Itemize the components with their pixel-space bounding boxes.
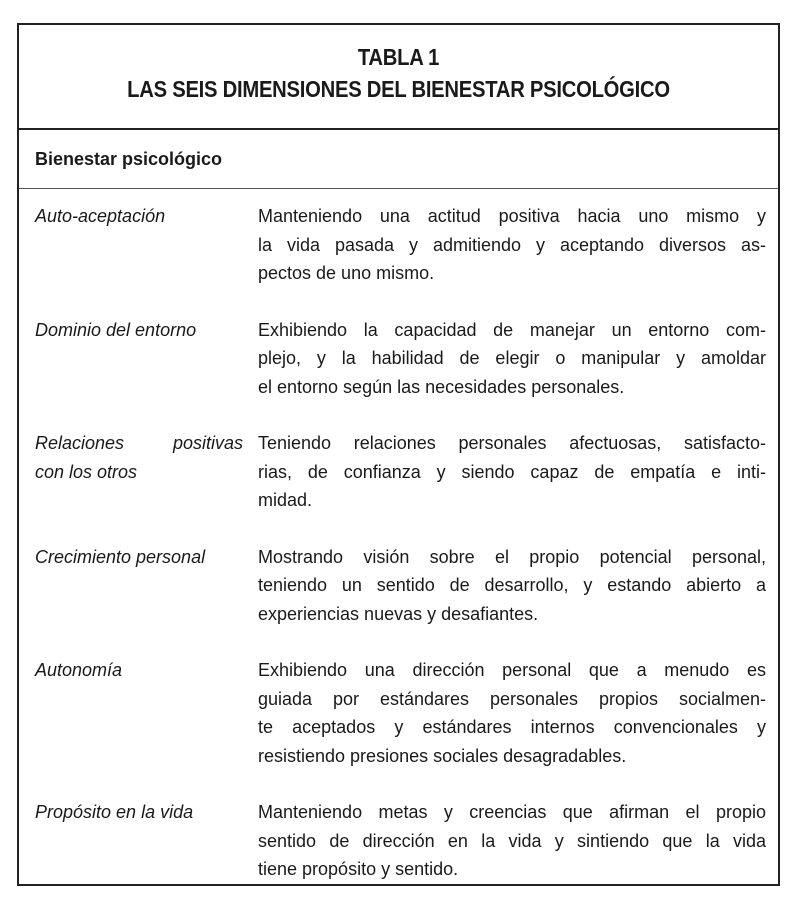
dimension-description	[258, 429, 766, 515]
dimension-label-line: Propósito en la vida	[35, 802, 194, 822]
dimension-description-line: Manteniendo metas y creencias que afirman el propio	[258, 802, 766, 822]
dimension-description-line: teniendo un sentido de desarrollo, y estando abierto a	[258, 575, 766, 595]
dimension-label	[19, 316, 243, 402]
table-heading: LAS SEIS DIMENSIONES DEL BIENESTAR PSICOLÓGICO	[127, 76, 670, 102]
dimension-label	[19, 656, 243, 770]
dimension-label-line: Crecimiento personal	[35, 546, 206, 567]
dimension-label-line: Relaciones positivas	[35, 433, 243, 453]
dimension-description-line: te aceptados y estándares internos convencionales y	[258, 717, 766, 737]
table-row	[19, 316, 778, 430]
dimension-description-line: plejo, y la habilidad de elegir o manipular y amoldar	[258, 348, 766, 368]
dimension-description	[258, 656, 766, 770]
dimension-description	[258, 316, 766, 402]
dimension-description-line: experiencias nuevas y desafiantes.	[258, 603, 539, 624]
dimension-label-line: Auto-aceptación	[35, 206, 166, 226]
dimension-description	[258, 543, 766, 629]
dimension-label	[19, 429, 243, 515]
table-row	[19, 202, 778, 316]
column-header: Bienestar psicológico	[19, 130, 778, 189]
dimension-label	[19, 543, 243, 629]
dimension-description-line: Manteniendo una actitud positiva hacia uno mismo y	[258, 206, 766, 226]
dimension-label	[19, 798, 243, 884]
dimension-label-line: Autonomía	[35, 660, 123, 680]
dimension-description-line: guiada por estándares personales propios socialmen-	[258, 688, 766, 709]
dimension-description-line: midad.	[258, 490, 313, 510]
dimension-description-line: pectos de uno mismo.	[258, 263, 435, 283]
dimension-description	[258, 798, 766, 884]
table-body	[19, 189, 778, 912]
table-row	[19, 543, 778, 657]
table-number: TABLA 1	[357, 44, 440, 70]
dimension-description-line: sentido de dirección en la vida y sintiendo que la vida	[258, 830, 766, 851]
dimensions-table	[17, 23, 780, 886]
dimension-description-line: rias, de confianza y siendo capaz de empatía e inti-	[258, 461, 766, 482]
dimension-description-line: Exhibiendo la capacidad de manejar un entorno com-	[258, 319, 766, 340]
table-row	[19, 656, 778, 798]
dimension-description-line: Exhibiendo una dirección personal que a menudo es	[258, 660, 766, 680]
dimension-description-line: la vida pasada y admitiendo y aceptando diversos as-	[258, 234, 766, 255]
dimension-description-line: Teniendo relaciones personales afectuosas, satisfacto-	[258, 433, 766, 453]
dimension-label	[19, 202, 243, 288]
dimension-description-line: tiene propósito y sentido.	[258, 859, 459, 879]
table-row	[19, 798, 778, 912]
dimension-description-line: Mostrando visión sobre el propio potencial personal,	[258, 546, 766, 567]
dimension-description-line: el entorno según las necesidades personales.	[258, 376, 625, 397]
table-row	[19, 429, 778, 543]
dimension-description-line: resistiendo presiones sociales desagradables.	[258, 745, 627, 766]
dimension-label-line: Dominio del entorno	[35, 319, 197, 340]
table-title	[19, 25, 778, 130]
dimension-label-line: con los otros	[35, 461, 138, 482]
dimension-description	[258, 202, 766, 288]
